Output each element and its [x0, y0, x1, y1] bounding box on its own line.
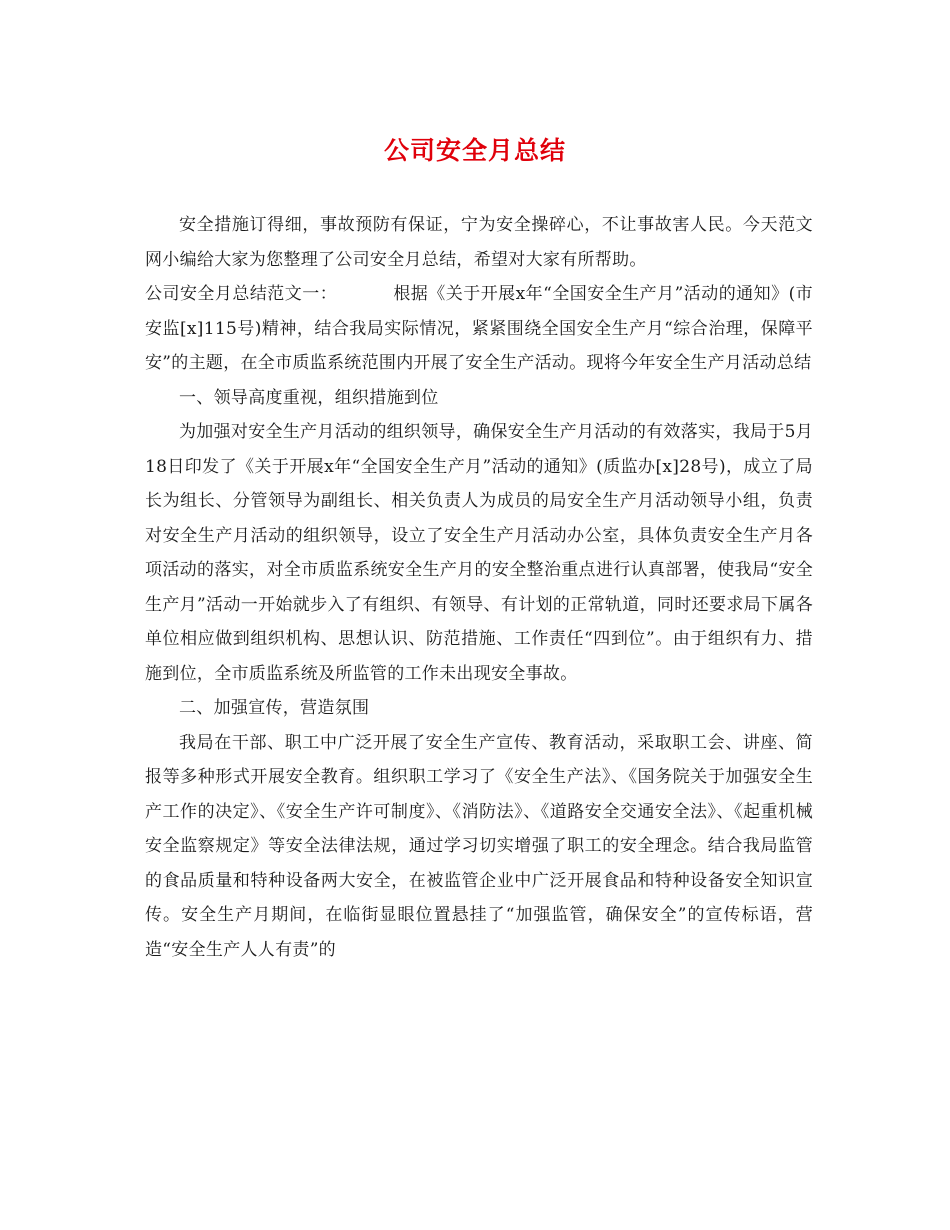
section-1-paragraph: 为加强对安全生产月活动的组织领导，确保安全生产月活动的有效落实，我局于5月18日印发了《关于开展x年“全国安全生产月”活动的通知》(质监办[x]28号)，成立了局长为组长、分管领导为副组长、相关负责人为成员的局安全生产月活动领导小组，负责对安全生产月活动的组织领导，设立了安全生产月活动办公室，具体负责安全生产月各项活动的落实，对全市质监系统安全生产月的安全整治重点进行认真部署，使我局“安全生产月”活动一开始就步入了有组织、有领导、有计划的正常轨道，同时还要求局下属各单位相应做到组织机构、思想认识、防范措施、工作责任“四到位”。由于组织有力、措施到位，全市质监系统及所监管的工作未出现安全事故。 — [145, 422, 813, 684]
section-2-paragraph: 我局在干部、职工中广泛开展了安全生产宣传、教育活动，采取职工会、讲座、简报等多种形式开展安全教育。组织职工学习了《安全生产法》、《国务院关于加强安全生产工作的决定》、《安全生产许可制度》、《消防法》、《道路安全交通安全法》、《起重机械安全监察规定》等安全法律法规，通过学习切实增强了职工的安全理念。结合我局监管的食品质量和特种设备两大安全，在被监管企业中广泛开展食品和特种设备安全知识宣传。安全生产月期间，在临街显眼位置悬挂了“加强监管，确保安全”的宣传标语，营造“安全生产人人有责”的 — [145, 732, 813, 960]
intro-paragraph: 安全措施订得细，事故预防有保证，宁为安全操碎心，不让事故害人民。今天范文网小编给大家为您整理了公司安全月总结，希望对大家有所帮助。 — [145, 215, 813, 270]
sample-label: 公司安全月总结范文一： — [145, 284, 338, 304]
document-title: 公司安全月总结 — [383, 136, 566, 165]
sample-paragraph — [145, 277, 813, 381]
sample-text: 根据《关于开展x年“全国安全生产月”活动的通知》(市安监[x]115号)精神，结合我局实际情况，紧紧围绕全国安全生产月“综合治理，保障平安”的主题，在全市质监系统范围内开展了安全生产活动。现将今年安全生产月活动总结 — [145, 284, 813, 373]
section-2-heading: 二、加强宣传，营造氛围 — [179, 698, 370, 718]
section-1-heading: 一、领导高度重视，组织措施到位 — [179, 387, 439, 408]
document-body — [145, 208, 813, 967]
